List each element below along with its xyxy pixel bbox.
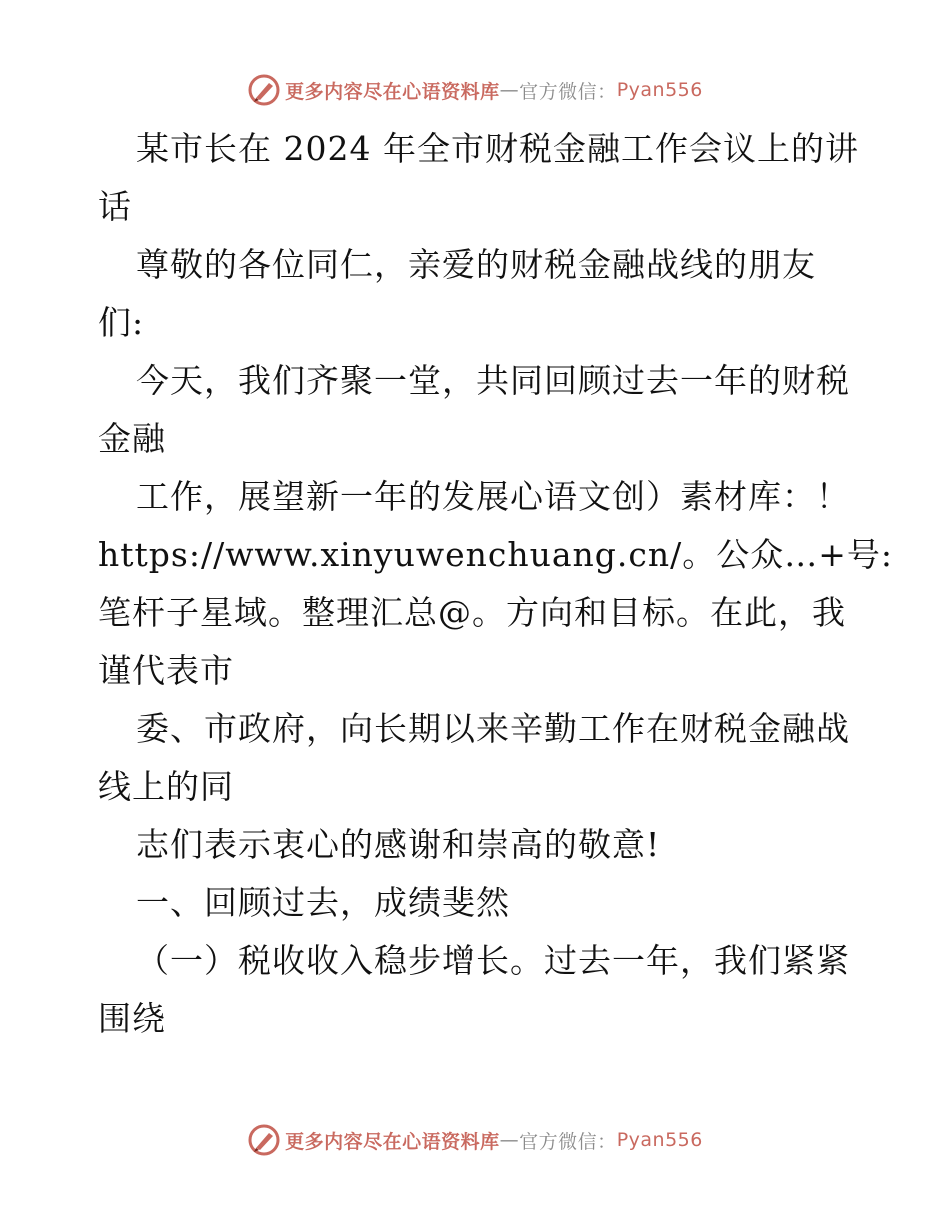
document-body <box>98 120 894 1048</box>
subsection-line: 围绕 <box>98 999 166 1038</box>
paragraph-line: 笔杆子星域。整理汇总@。方向和目标。在此，我 <box>98 593 846 632</box>
watermark-wechat-label: 官方微信： <box>519 80 617 103</box>
paragraph-line: 金融 <box>98 419 166 458</box>
salutation-line-2: 们: <box>98 303 145 342</box>
watermark-brand: 更多内容尽在心语资料库 <box>285 1130 500 1153</box>
pen-logo-icon <box>247 73 281 107</box>
header-watermark <box>0 70 950 110</box>
watermark-wechat-label: 官方微信： <box>519 1130 617 1153</box>
watermark-dash: — <box>499 1129 520 1151</box>
paragraph-line-url: https://www.xinyuwenchuang.cn/。公众…+号: <box>98 535 894 574</box>
paragraph-line: 今天，我们齐聚一堂，共同回顾过去一年的财税 <box>136 361 850 400</box>
salutation-line-1: 尊敬的各位同仁，亲爱的财税金融战线的朋友 <box>136 245 816 284</box>
paragraph-line: 工作，展望新一年的发展心语文创）素材库：！ <box>136 477 850 516</box>
pen-logo-icon <box>247 1123 281 1157</box>
watermark-brand: 更多内容尽在心语资料库 <box>285 80 500 103</box>
section-heading: 一、回顾过去，成绩斐然 <box>136 883 510 922</box>
paragraph-line: 志们表示衷心的感谢和崇高的敬意! <box>136 825 661 864</box>
footer-watermark <box>0 1120 950 1160</box>
paragraph-line: 线上的同 <box>98 767 234 806</box>
paragraph-line: 委、市政府，向长期以来辛勤工作在财税金融战 <box>136 709 850 748</box>
document-title-line-1: 某市长在 2024 年全市财税金融工作会议上的讲 <box>136 129 859 168</box>
watermark-handle: Pyan556 <box>616 79 703 101</box>
paragraph-line: 谨代表市 <box>98 651 234 690</box>
watermark-dash: — <box>499 79 520 101</box>
subsection-line: （一）税收收入稳步增长。过去一年，我们紧紧 <box>136 941 850 980</box>
watermark-handle: Pyan556 <box>616 1129 703 1151</box>
document-title-line-2: 话 <box>98 187 132 226</box>
